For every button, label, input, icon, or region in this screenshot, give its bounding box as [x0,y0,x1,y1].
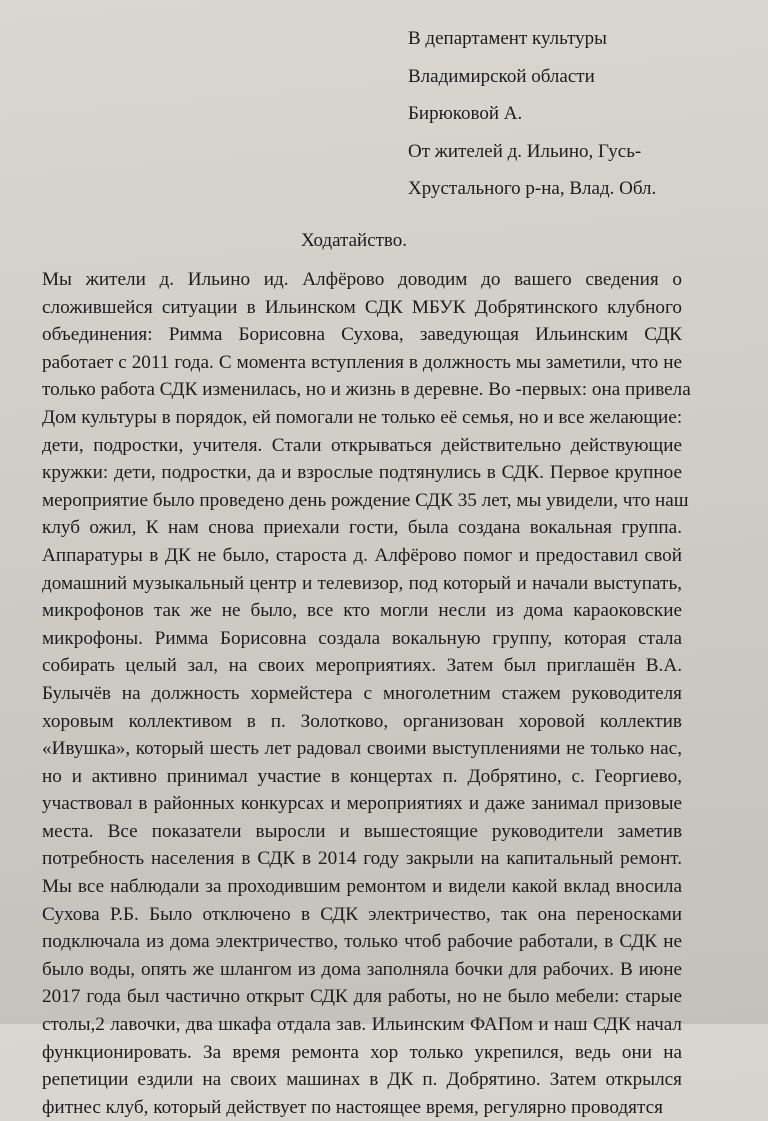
body-line: Сухова Р.Б. Было отключено в СДК электричество, так она переносками [42,903,682,925]
addressee-line: В департамент культуры [408,28,607,49]
body-line: но и активно принимал участие в концертах п. Добрятино, с. Георгиево, [42,765,682,787]
body-line: фитнес клуб, который действует по настоящее время, регулярно проводятся [42,1096,663,1118]
addressee-block [408,20,758,208]
body-line: Мы жители д. Ильино ид. Алфёрово доводим до вашего сведения о [42,269,682,290]
addressee-line: Бирюковой А. [408,103,523,124]
body-line: Дом культуры в порядок, ей помогали не только её семья, но и все желающие: [42,406,683,428]
body-line: собирать целый зал, на своих мероприятиях. Затем был приглашён В.А. [42,655,682,677]
addressee-line: Хрустального р-на, Влад. Обл. [408,178,657,199]
body-line: хоровым коллективом в п. Золотково, организован хоровой коллектив [42,710,682,732]
addressee-line: От жителей д. Ильино, Гусь- [408,140,642,162]
body-line: Мы все наблюдали за проходившим ремонтом и видели какой вклад вносила [42,876,682,898]
body-line: столы,2 лавочки, два шкафа отдала зав. Ильинским ФАПом и наш СДК начал [42,1014,682,1036]
body-line: 2017 года был частично открыт СДК для работы, но не было мебели: старые [42,986,682,1008]
body-line: подключала из дома электричество, только чтоб рабочие работали, в СДК не [42,931,682,953]
body-line: Булычёв на должность хормейстера с многолетним стажем руководителя [42,682,682,704]
body-line: Аппаратуры в ДК не было, староста д. Алфёрово помог и предоставил свой [42,544,682,566]
body-line: клуб ожил, К нам снова приехали гости, была создана вокальная группа. [42,517,682,539]
body-line: дети, подростки, учителя. Стали открываться действительно действующие [42,434,682,456]
body-line: работает с 2011 года. С момента вступления в должность мы заметили, что не [42,351,682,373]
addressee-line: Владимирской области [408,65,595,87]
body-line: сложившейся ситуации в Ильинском СДК МБУК Добрятинского клубного [42,296,682,318]
body-line: потребность населения в СДК в 2014 году закрыли на капитальный ремонт. [42,848,682,870]
body-line: «Ивушка», который шесть лет радовал своими выступлениями не только нас, [42,738,682,760]
body-line: домашний музыкальный центр и телевизор, под который и начали выступать, [42,572,682,594]
document-body [42,266,691,1121]
body-line: микрофоны. Римма Борисовна создала вокальную группу, которая стала [42,627,682,649]
body-line: репетиции ездили на своих машинах в ДК п. Добрятино. Затем открылся [42,1069,682,1091]
body-line: места. Все показатели выросли и вышестоящие руководители заметив [42,820,682,842]
document-title: Ходатайство. [300,230,408,251]
body-line: было воды, опять же шлангом из дома заполняла бочки для рабочих. В июне [42,958,682,980]
body-line: функционировать. За время ремонта хор только укрепился, ведь они на [42,1041,682,1063]
body-line: участвовал в районных конкурсах и мероприятиях и даже занимал призовые [42,793,682,815]
body-line: мероприятие было проведено день рождение СДК 35 лет, мы увидели, что наш [42,489,689,511]
body-line: микрофонов так же не было, все кто могли несли из дома караоковские [42,600,682,622]
body-line: только работа СДК изменилась, но и жизнь в деревне. Во -первых: она привела [42,379,691,401]
body-line: объединения: Римма Борисовна Сухова, заведующая Ильинским СДК [42,324,682,346]
body-line: кружки: дети, подростки, да и взрослые подтянулись в СДК. Первое крупное [42,462,682,484]
